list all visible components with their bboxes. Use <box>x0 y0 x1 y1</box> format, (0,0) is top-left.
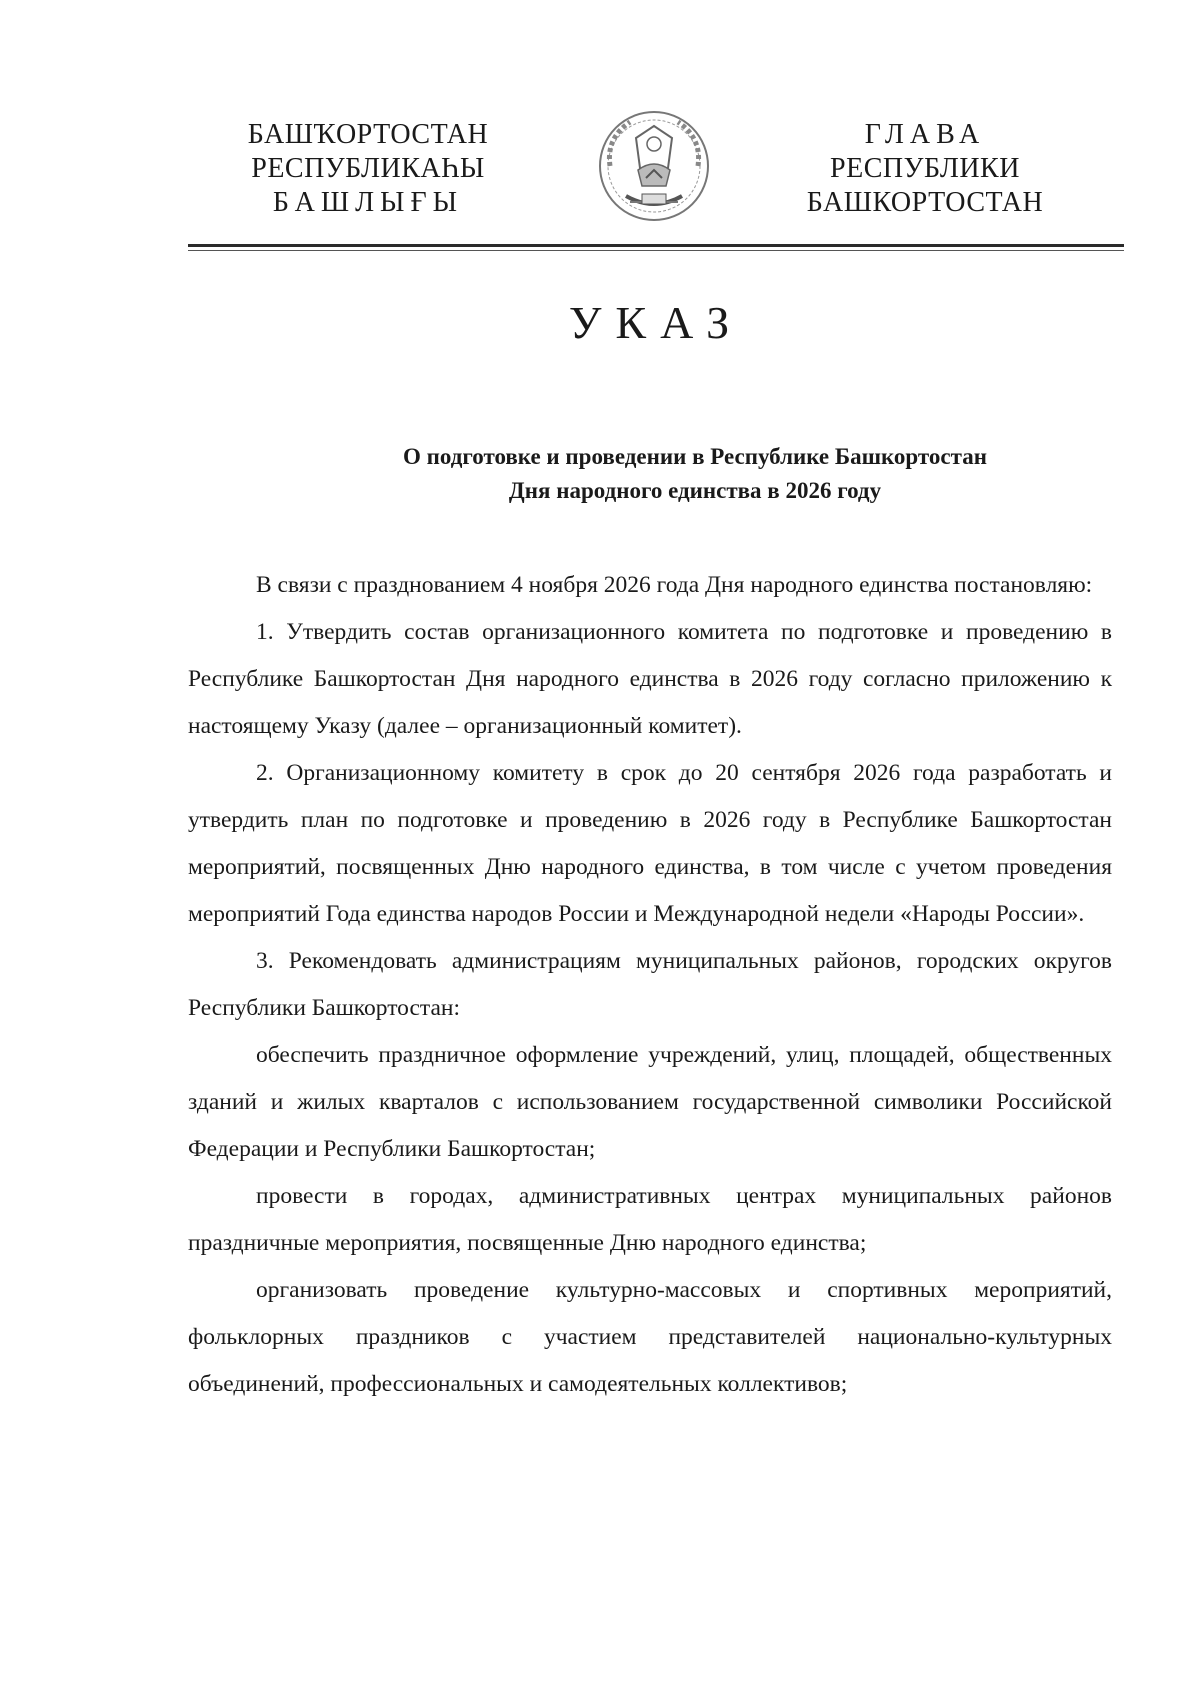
letterhead-bashkir-line3: БАШЛЫҒЫ <box>272 187 464 218</box>
letterhead-bashkir <box>218 118 518 220</box>
coat-of-arms-icon <box>596 108 712 224</box>
paragraph: 2. Организационному комитету в срок до 20 сентября 2026 года разработать и утвердить план по подготовке и проведению в 2026 году в Республике Башкортостан мероприятий, посвященных Дню народного единства, в том числе с учетом проведения мероприятий Года единства народов России и Международной недели «Народы России». <box>188 760 1112 927</box>
paragraph: 1. Утвердить состав организационного комитета по подготовке и проведению в Республике Башкортостан Дня народного единства в 2026 году согласно приложению к настоящему Указу (далее – организационный комитет). <box>188 619 1112 739</box>
letterhead-russian-line2: РЕСПУБЛИКИ <box>830 153 1020 184</box>
letterhead-divider <box>188 244 1124 247</box>
paragraph: провести в городах, административных центрах муниципальных районов праздничные мероприятия, посвященные Дню народного единства; <box>188 1183 1112 1256</box>
document-subject <box>330 440 1060 508</box>
paragraph: организовать проведение культурно-массовых и спортивных мероприятий, фольклорных праздников с участием представителей национально-культурных объединений, профессиональных и самодеятельных коллективов; <box>188 1277 1112 1397</box>
letterhead-russian <box>790 118 1060 220</box>
document-body <box>188 562 1112 1408</box>
letterhead-russian-line3: БАШКОРТОСТАН <box>806 187 1044 218</box>
paragraph: В связи с празднованием 4 ноября 2026 года Дня народного единства постановляю: <box>256 572 1093 598</box>
paragraph: обеспечить праздничное оформление учреждений, улиц, площадей, общественных зданий и жилых кварталов с использованием государственной символики Российской Федерации и Республики Башкортостан; <box>188 1042 1112 1162</box>
letterhead-russian-line1: ГЛАВА <box>864 119 986 150</box>
subject-line-1: О подготовке и проведении в Республике Башкортостан <box>403 444 987 469</box>
letterhead-bashkir-line2: РЕСПУБЛИКАҺЫ <box>251 153 485 184</box>
document-title: УКАЗ <box>568 297 744 348</box>
letterhead-bashkir-line1: БАШҠОРТОСТАН <box>247 119 489 150</box>
letterhead-divider-thin <box>188 250 1124 251</box>
subject-line-2: Дня народного единства в 2026 году <box>508 478 882 503</box>
paragraph: 3. Рекомендовать администрациям муниципальных районов, городских округов Республики Башкортостан: <box>188 948 1112 1021</box>
